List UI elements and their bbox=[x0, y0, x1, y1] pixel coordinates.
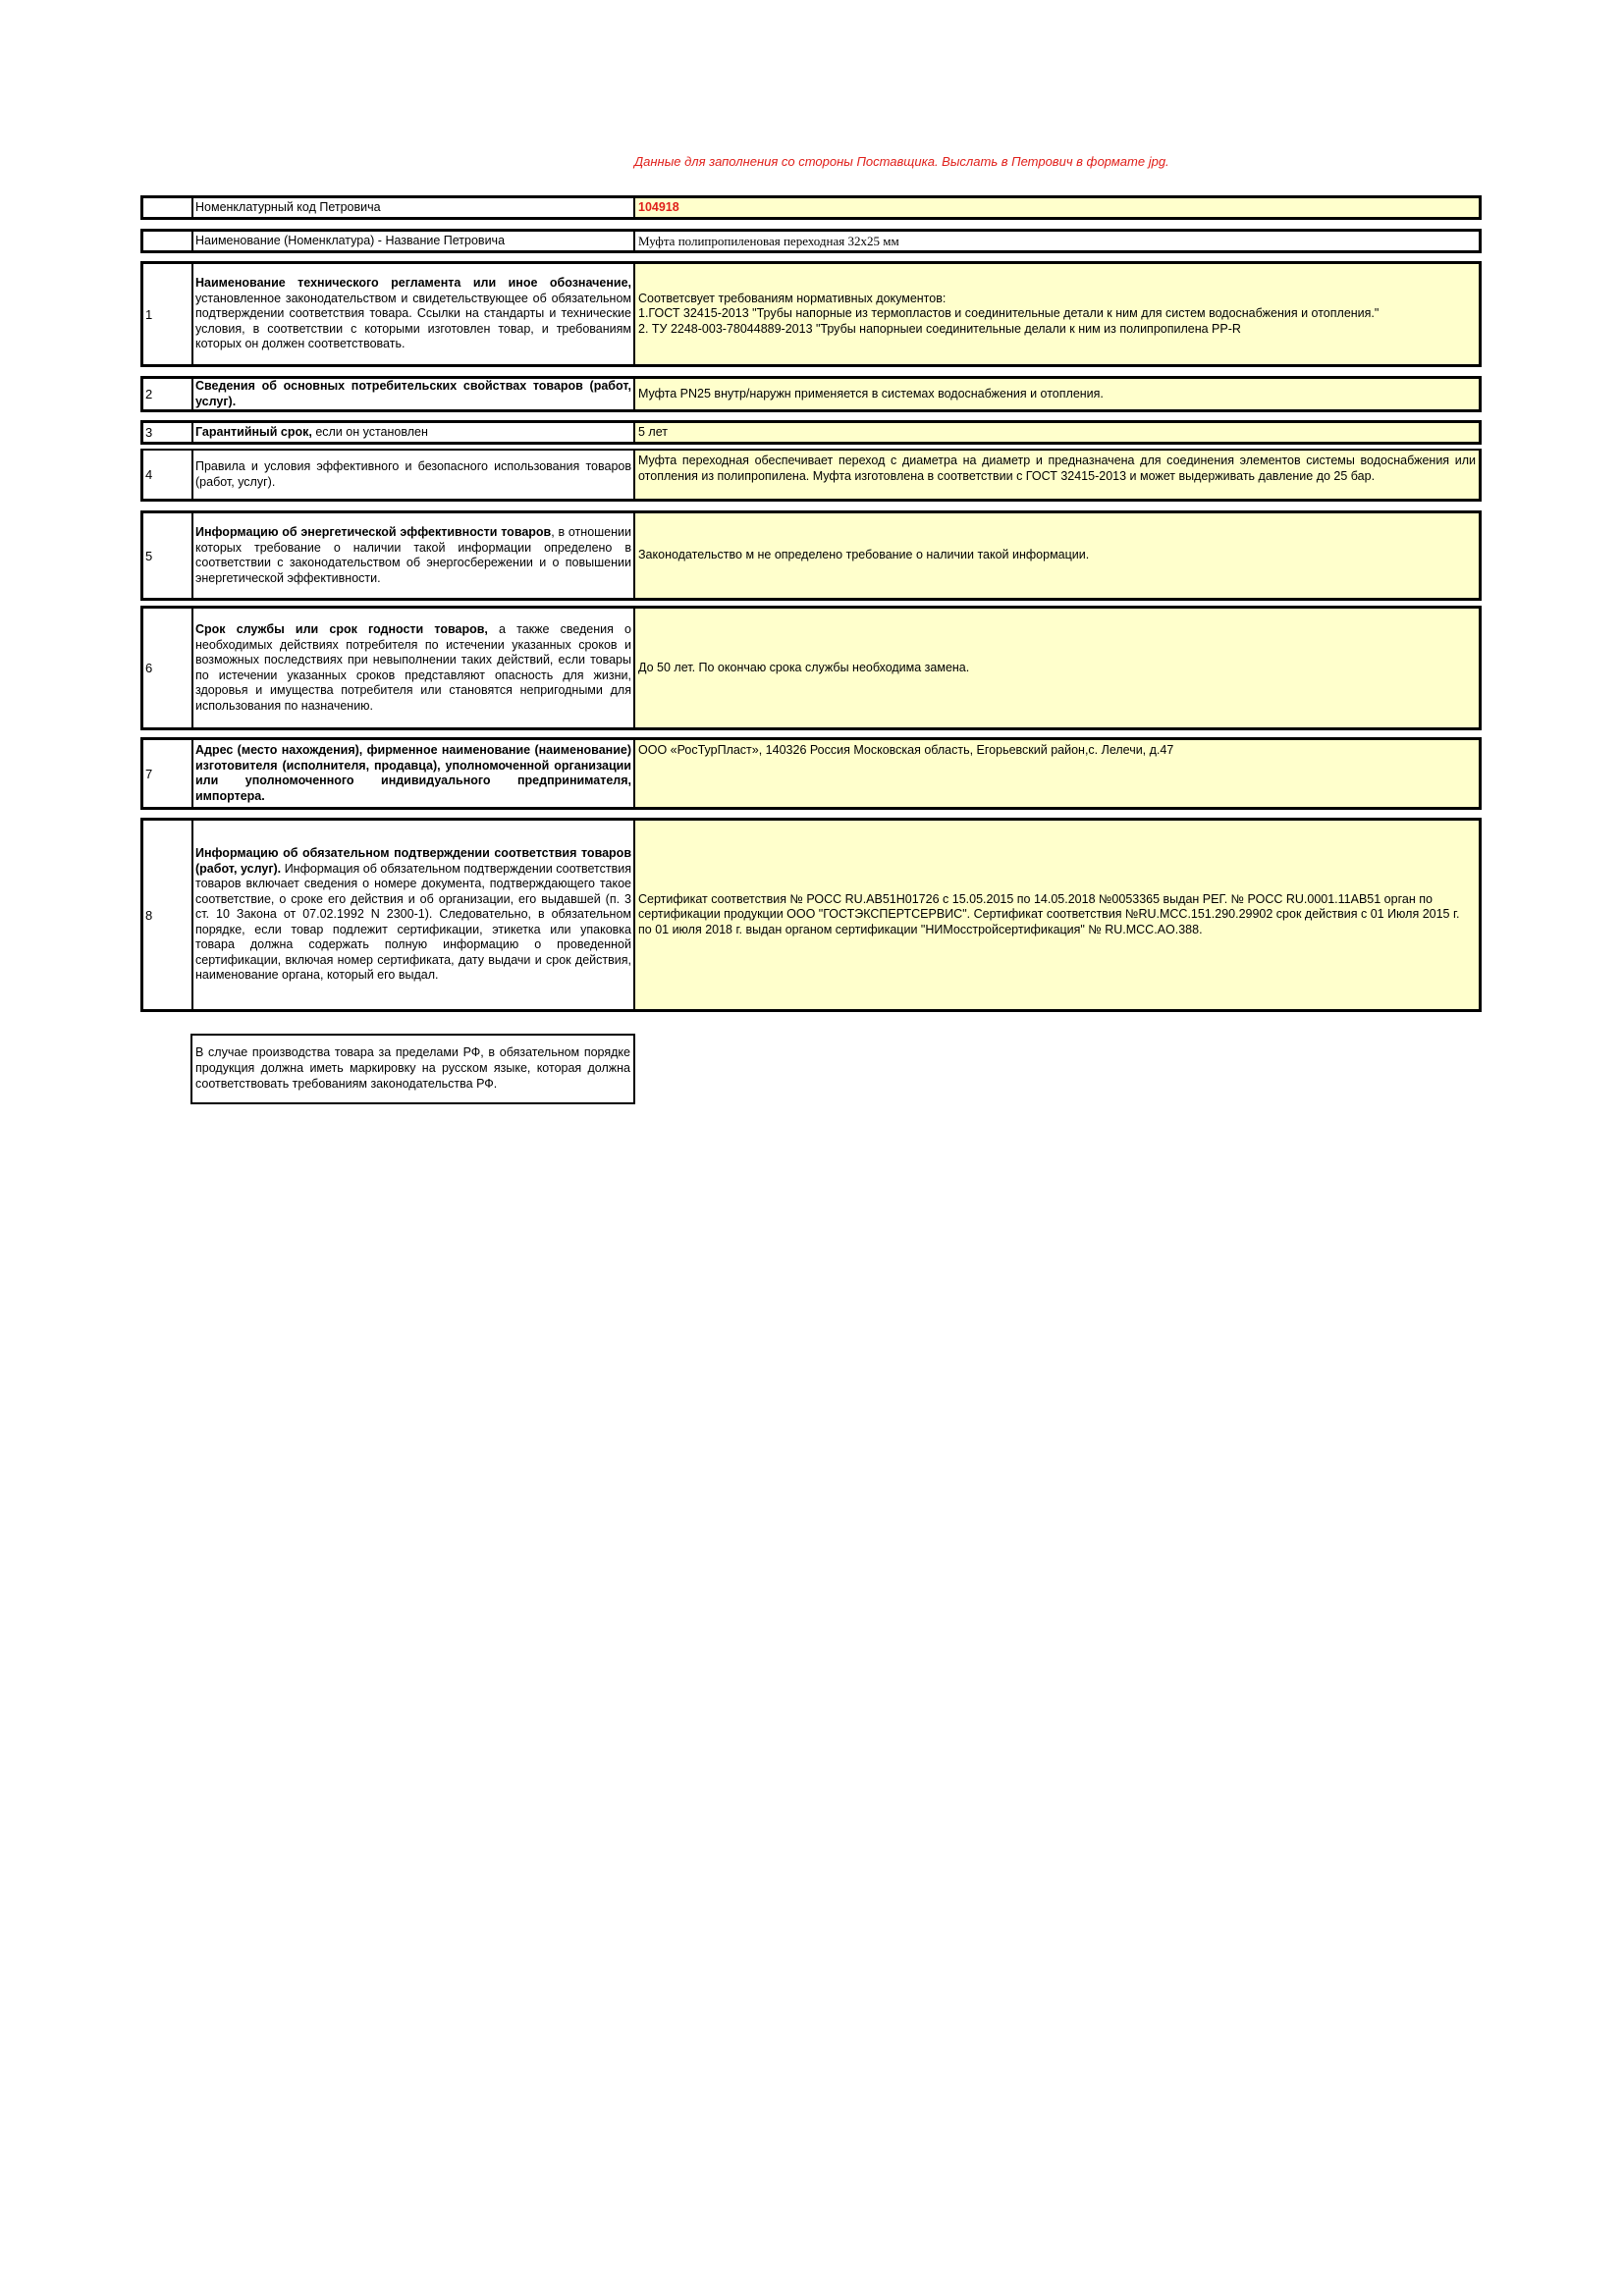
row-number: 4 bbox=[143, 451, 193, 499]
row-technical-regulation bbox=[140, 261, 1482, 367]
row-number bbox=[143, 198, 193, 217]
row-label: Номенклатурный код Петровича bbox=[193, 198, 635, 217]
nomenclature-code-value: 104918 bbox=[635, 198, 1479, 217]
row-product-name bbox=[140, 229, 1482, 253]
manufacturer-address-value: ООО «РосТурПласт», 140326 Россия Московская область, Егорьевский район,с. Лелечи, д.47 bbox=[635, 740, 1479, 807]
row-number: 3 bbox=[143, 423, 193, 442]
row-label: Адрес (место нахождения), фирменное наименование (наименование) изготовителя (исполнителя, продавца), уполномоченной организации или уполномоченного индивидуального предпринимателя, импортера. bbox=[193, 740, 635, 807]
foreign-production-note: В случае производства товара за пределами РФ, в обязательном порядке продукция должна иметь маркировку на русском языке, которая должна соответствовать требованиям законодательства РФ. bbox=[190, 1034, 635, 1104]
row-warranty bbox=[140, 420, 1482, 445]
row-label: Сведения об основных потребительских свойствах товаров (работ, услуг). bbox=[193, 379, 635, 409]
row-label: Наименование (Номенклатура) - Название Петровича bbox=[193, 232, 635, 250]
row-usage-rules bbox=[140, 449, 1482, 502]
row-label: Информацию об энергетической эффективности товаров, в отношении которых требование о наличии такой информации определено в соответствии с законодательством об энергосбережении и о повышении энергетической эффективности. bbox=[193, 513, 635, 598]
row-label: Наименование технического регламента или иное обозначение, установленное законодательством и свидетельствующее об обязательном подтверждении соответствия товара. Ссылки на стандарты и технические условия, в соответствии с которыми изготовлен товар, и требованиям которых он должен соответствовать. bbox=[193, 264, 635, 364]
row-label: Информацию об обязательном подтверждении соответствия товаров (работ, услуг). Информация об обязательном подтверждении соответствия товаров включает сведения о номере документа, подтверждающего такое соответствие, о сроке его действия и об организации, его выдавшей (п. 3 ст. 10 Закона от 07.02.1992 N 2300-1). Следовательно, в обязательном порядке, если товар подлежит сертификации, этикетка или упаковка товара должна содержать полную информацию о проведенной сертификации, включая номер сертификата, дату выдачи и срок действия, наименование органа, который его выдал. bbox=[193, 821, 635, 1009]
technical-regulation-value: Соответсвует требованиям нормативных документов: 1.ГОСТ 32415-2013 "Трубы напорные из термопластов и соединительные детали к ним для систем водоснабжения и отопления." 2. ТУ 2248-003-78044889-2013 "Трубы напорныеи соединительные делали к ним из полипропилена PP-R bbox=[635, 264, 1479, 364]
row-nomenclature-code bbox=[140, 195, 1482, 220]
row-manufacturer-address bbox=[140, 737, 1482, 810]
row-number bbox=[143, 232, 193, 250]
certification-value: Сертификат соответствия № РОСС RU.АВ51Н01726 с 15.05.2015 по 14.05.2018 №0053365 выдан РЕГ. № РОСС RU.0001.11АВ51 орган по сертификации продукции ООО "ГОСТЭКСПЕРТСЕРВИС". Сертификат соответствия №RU.МСС.151.290.29902 срок действия с 01 Июля 2015 г. по 01 июля 2018 г. выдан органом сертификации "НИМосстройсертификация" № RU.MCC.AO.388. bbox=[635, 821, 1479, 1009]
row-label: Гарантийный срок, если он установлен bbox=[193, 423, 635, 442]
usage-rules-value: Муфта переходная обеспечивает переход с диаметра на диаметр и предназначена для соединения элементов системы водоснабжения или отопления из полипропилена. Муфта изготовлена в соответствии с ГОСТ 32415-2013 и может выдерживать давление до 25 бар. bbox=[635, 451, 1479, 499]
service-life-value: До 50 лет. По окончаю срока службы необходима замена. bbox=[635, 609, 1479, 727]
row-service-life bbox=[140, 606, 1482, 730]
row-number: 7 bbox=[143, 740, 193, 807]
product-name-value: Муфта полипропиленовая переходная 32х25 мм bbox=[635, 232, 1479, 250]
row-mandatory-certification bbox=[140, 818, 1482, 1012]
row-consumer-properties bbox=[140, 376, 1482, 412]
supplier-instruction-note: Данные для заполнения со стороны Поставщика. Выслать в Петрович в формате jpg. bbox=[634, 154, 1169, 169]
row-energy-efficiency bbox=[140, 510, 1482, 601]
row-number: 5 bbox=[143, 513, 193, 598]
energy-efficiency-value: Законодательство м не определено требование о наличии такой информации. bbox=[635, 513, 1479, 598]
row-label: Срок службы или срок годности товаров, а также сведения о необходимых действиях потребителя по истечении указанных сроков и возможных последствиях при невыполнении таких действий, если товары по истечении указанных сроков представляют опасность для жизни, здоровья и имущества потребителя или становятся непригодными для использования по назначению. bbox=[193, 609, 635, 727]
consumer-properties-value: Муфта PN25 внутр/наружн применяется в системах водоснабжения и отопления. bbox=[635, 379, 1479, 409]
row-number: 1 bbox=[143, 264, 193, 364]
row-number: 8 bbox=[143, 821, 193, 1009]
row-label: Правила и условия эффективного и безопасного использования товаров (работ, услуг). bbox=[193, 451, 635, 499]
row-number: 6 bbox=[143, 609, 193, 727]
row-number: 2 bbox=[143, 379, 193, 409]
warranty-value: 5 лет bbox=[635, 423, 1479, 442]
